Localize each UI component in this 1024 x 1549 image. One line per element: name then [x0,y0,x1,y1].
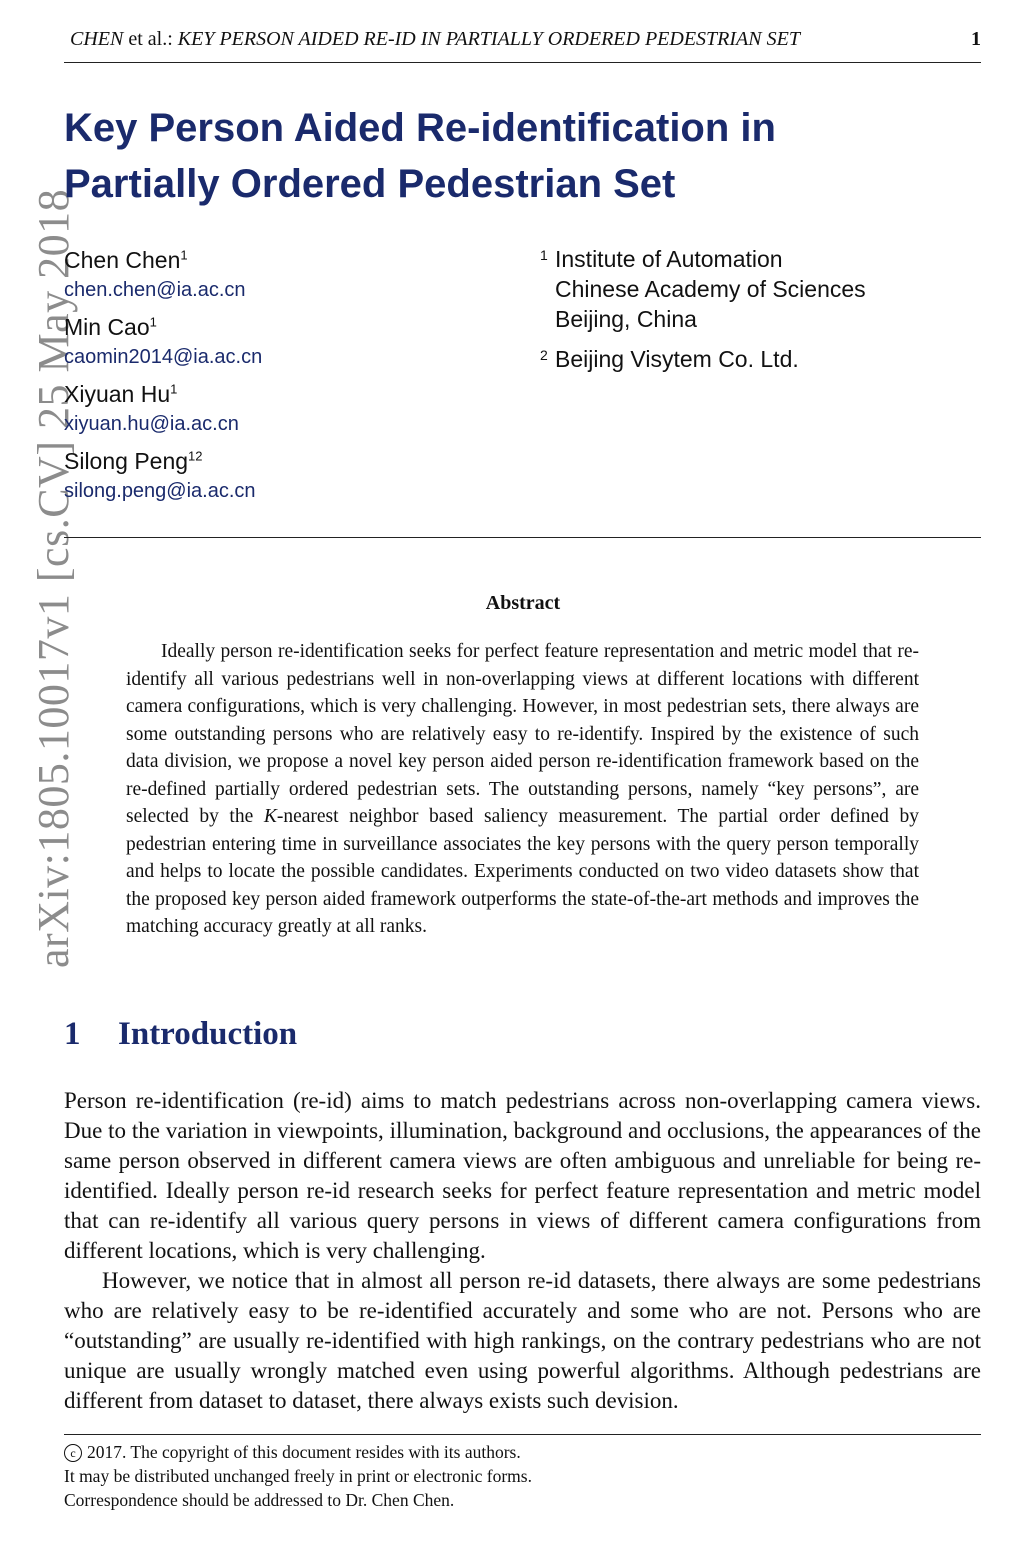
footnote-rule [64,1434,981,1435]
section-number: 1 [64,1016,81,1052]
paper-title [64,100,964,212]
paragraph: However, we notice that in almost all person re-id datasets, there always are some pedestrians who are relatively easy to be re-identified accurately and some who are not. Persons who are “outstanding” are usually re-identified with high rankings, on the contrary pedestrians who are not unique are usually wrongly matched even using powerful algorithms. Although pedestrians are different from dataset to dataset, there always exists such devision. [64,1268,981,1413]
header-etal: et al.: [123,28,173,50]
author-email-link[interactable]: xiyuan.hu@ia.ac.cn [64,413,239,435]
author-name: Chen Chen$^1$ [64,247,188,273]
author-list [64,244,262,512]
affiliation-line: 2 Beijing Visytem Co. Ltd. [540,344,866,374]
running-header [64,24,981,54]
author-block [64,311,262,371]
section-title: Introduction [118,1016,298,1052]
affiliations [540,244,866,374]
author-email-link[interactable]: silong.peng@ia.ac.cn [64,480,256,502]
affiliation-mark: 1 [540,247,548,263]
copyright-line: c 2017. The copyright of this document resides with its authors. [64,1440,532,1464]
author-email-link[interactable]: caomin2014@ia.ac.cn [64,346,263,368]
section-heading [64,1016,297,1053]
author-name: Silong Peng$^{12}$ [64,448,203,474]
page-number: 1 [971,28,981,50]
author-name: Xiyuan Hu$^1$ [64,381,178,407]
author-block [64,445,262,505]
running-title [70,28,800,51]
author-email-link[interactable]: chen.chen@ia.ac.cn [64,279,246,301]
abstract-body: Ideally person re-identification seeks for perfect feature representation and metric model that re-identify all various pedestrians well in non-overlapping views at different locations with different camera configurations, which is very challenging. However, in most pedestrian sets, there always are some outstanding persons who are relatively easy to re-identify. Inspired by the existence of such data division, we propose a novel key person aided person re-identification framework based on the re-defined partially ordered pedestrian sets. The outstanding persons, namely “key persons”, are selected by the K-nearest neighbor based saliency measurement. The partial order defined by pedestrian entering time in surveillance associates the key persons with the query person temporally and helps to locate the possible candidates. Experiments conducted on two video datasets show that the proposed key person aided framework outperforms the state-of-the-art methods and improves the matching accuracy greatly at all ranks. [126,641,919,937]
footnote-line: Correspondence should be addressed to Dr. Chen Chen. [64,1490,455,1510]
footnote [64,1440,532,1512]
footnote-line: It may be distributed unchanged freely in print or electronic forms. [64,1466,532,1486]
paragraph: Person re-identification (re-id) aims to match pedestrians across non-overlapping camera views. Due to the variation in viewpoints, illumination, background and occlusions, the appearances of the same person observed in different camera views are often ambiguous and unreliable for being re-identified. Ideally person re-id research seeks for perfect feature representation and metric model that can re-identify all various query persons in views of different camera configurations from different locations, which is very challenging. [64,1088,981,1263]
header-rule [64,62,981,63]
title-line-1: Key Person Aided Re-identification in [64,106,776,150]
affiliation-mark: 2 [540,347,548,363]
section-rule [64,537,981,538]
copyright-icon: c [64,1444,82,1462]
author-block [64,244,262,304]
affiliation-line: Beijing, China [555,306,697,332]
author-block [64,378,262,438]
arxiv-stamp: arXiv:1805.10017v1 [cs.CV] 25 May 2018 [29,188,78,968]
affiliation-line: Chinese Academy of Sciences [555,276,866,302]
header-title: KEY PERSON AIDED RE-ID IN PARTIALLY ORDERED PEDESTRIAN SET [172,28,800,50]
title-line-2: Partially Ordered Pedestrian Set [64,162,676,206]
abstract-heading: Abstract [485,592,561,614]
introduction-text [64,1086,981,1416]
author-name: Min Cao$^1$ [64,314,157,340]
header-author: CHEN [70,28,124,50]
affiliation-line: 1 Institute of Automation [540,244,866,274]
